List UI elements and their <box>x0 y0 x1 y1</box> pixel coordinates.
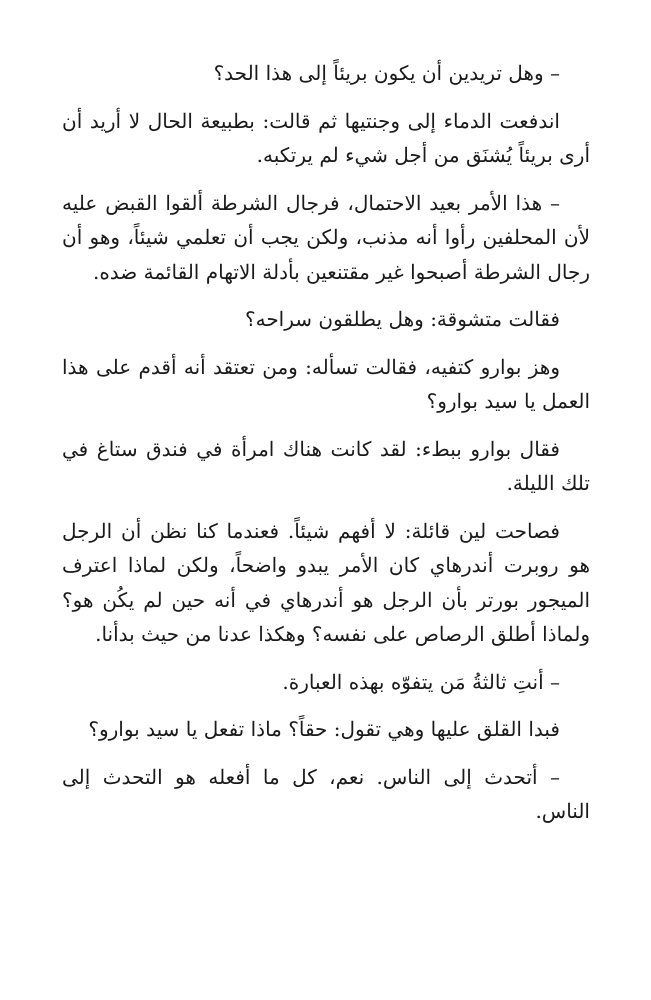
paragraph: – أتحدث إلى الناس. نعم، كل ما أفعله هو التحدث إلى الناس. <box>62 764 590 823</box>
page-text <box>62 56 590 842</box>
paragraph: اندفعت الدماء إلى وجنتيها ثم قالت: بطبيعة الحال لا أريد أن أرى بريئاً يُشنَق من أجل شيء لم يرتكبه. <box>62 108 590 167</box>
paragraph: – وهل تريدين أن يكون بريئاً إلى هذا الحد؟ <box>213 61 560 85</box>
paragraph: فقال بوارو ببطء: لقد كانت هناك امرأة في فندق ستاغ في تلك الليلة. <box>62 436 590 495</box>
paragraph: فصاحت لين قائلة: لا أفهم شيئاً. فعندما كنا نظن أن الرجل هو روبرت أندرهاي كان الأمر يبدو واضحاً، ولكن لماذا اعترف الميجور بورتر بأن الرجل هو أندرهاي في أنه حين لم يكُن هو؟ ولماذا أطلق الرصاص على نفسه؟ وهكذا عدنا من حيث بدأنا. <box>62 518 590 646</box>
paragraph: فبدا القلق عليها وهي تقول: حقاً؟ ماذا تفعل يا سيد بوارو؟ <box>88 717 560 741</box>
paragraph: وهز بوارو كتفيه، فقالت تسأله: ومن تعتقد أنه أقدم على هذا العمل يا سيد بوارو؟ <box>62 354 590 413</box>
paragraph: – أنتِ ثالثةُ مَن يتفوّه بهذه العبارة. <box>282 669 560 694</box>
paragraph: – هذا الأمر بعيد الاحتمال، فرجال الشرطة ألقوا القبض عليه لأن المحلفين رأوا أنه مذنب، ولكن يجب أن تعلمي شيئاً، وهو أن رجال الشرطة أصبحوا غير مقتنعين بأدلة الاتهام القائمة ضده. <box>62 190 590 284</box>
paragraph: فقالت متشوقة: وهل يطلقون سراحه؟ <box>244 307 560 331</box>
